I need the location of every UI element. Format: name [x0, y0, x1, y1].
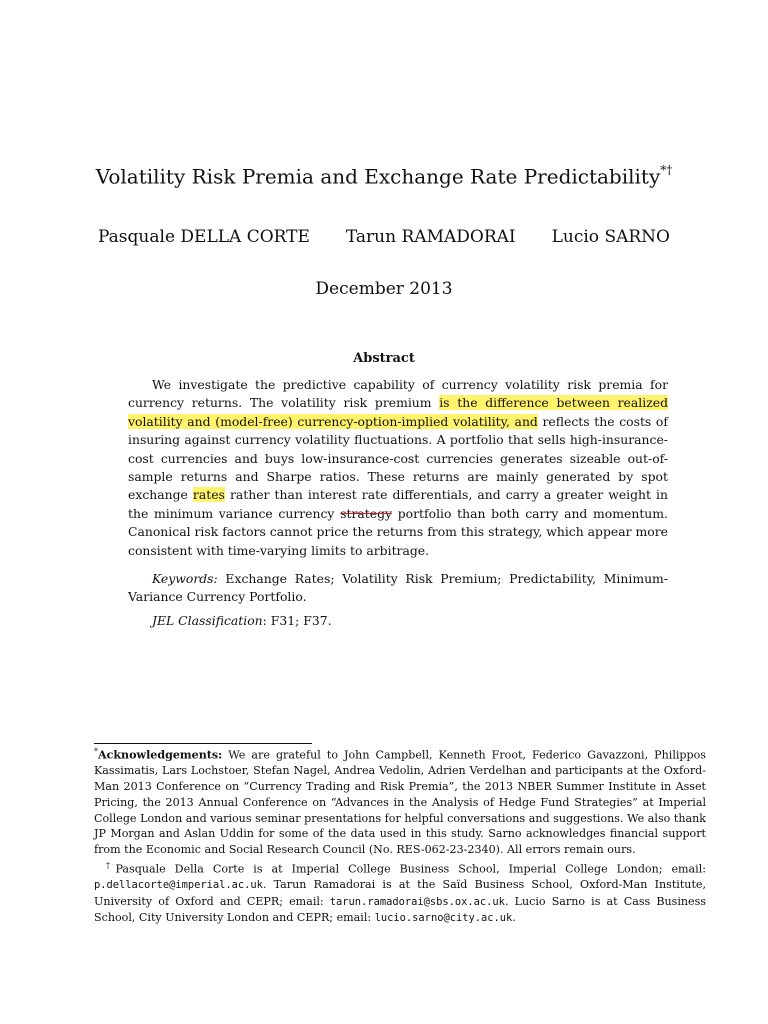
- footnote-acknowledgements: [94, 744, 706, 858]
- abstract-body: [128, 376, 668, 560]
- footnote-affiliations: [94, 858, 706, 928]
- footnote-text: .: [512, 911, 516, 925]
- jel-classification: [152, 612, 672, 630]
- jel-label: JEL Classification: [152, 613, 263, 628]
- footnote-text: Pasquale Della Corte is at Imperial College Business School, Imperial College London; email:: [115, 862, 706, 876]
- abstract-text: rather than interest rate differentials, and carry a greater weight in the minimum variance currency: [128, 487, 668, 521]
- footnote-text: We are grateful to John Campbell, Kenneth Froot, Federico Gavazzoni, Philippos Kassimatis, Lars Lochstoer, Stefan Nagel, Andrea Vedolin, Adrien Verdelhan and participants at the Oxford-Man 2013 Conference on “Currency Trading and Risk Premia”, the 2013 NBER Summer Institute in Asset Pricing, the 2013 Annual Conference on “Advances in the Analysis of Hedge Fund Strategies” at Imperial College London and various seminar presentations for helpful conversations and suggestions. We also thank JP Morgan and Aslan Uddin for some of the data used in this study. Sarno acknowledges financial support from the Economic and Social Research Council (No. RES-062-23-2340). All errors remain ours.: [94, 748, 706, 856]
- abstract-text: reflects the costs of insuring against currency volatility fluctuations. A portfolio that sells high-insurance-cost currencies and buys low-insurance-cost currencies generates sizeable out-of-sample returns and Sharpe ratios. These returns are mainly generated by spot exchange: [128, 413, 668, 503]
- footnote-heading: Acknowledgements:: [98, 748, 223, 762]
- footnote-text: . Lucio Sarno is at Cass Business School, City University London and CEPR; email:: [94, 894, 706, 925]
- highlighted-text: is the difference between realized volatility and (model-free) currency-option-implied volatility, and: [128, 395, 669, 429]
- keywords-text: Exchange Rates; Volatility Risk Premium; Predictability, Minimum-Variance Currency Portfolio.: [128, 571, 668, 605]
- abstract-text: portfolio than both carry and momentum. Canonical risk factors cannot price the returns from this strategy, which appear more consistent with time-varying limits to arbitrage.: [128, 505, 668, 558]
- email-link[interactable]: tarun.ramadorai@sbs.ox.ac.uk: [329, 895, 505, 908]
- keywords-label: Keywords:: [152, 571, 218, 586]
- footnote-mark: †: [106, 860, 116, 870]
- paper-title: [0, 158, 768, 191]
- author-name: Lucio SARNO: [551, 227, 670, 247]
- title-footnote-marks: *†: [660, 163, 673, 177]
- footnote-text: . Tarun Ramadorai is at the Saïd Business School, Oxford-Man Institute, University of Oxford and CEPR; email:: [94, 878, 706, 908]
- struck-text: strategy: [340, 505, 393, 521]
- keywords: [128, 570, 668, 607]
- abstract-heading: Abstract: [353, 351, 415, 366]
- author-name: Pasquale DELLA CORTE: [98, 227, 310, 247]
- email-link[interactable]: lucio.sarno@city.ac.uk: [374, 912, 513, 925]
- jel-text: : F31; F37.: [262, 613, 332, 628]
- abstract-text: We investigate the predictive capability of currency volatility risk premia for currency returns. The volatility risk premium: [128, 377, 668, 411]
- footnotes: [94, 744, 706, 927]
- email-link[interactable]: p.dellacorte@imperial.ac.uk: [94, 879, 263, 891]
- publication-date: December 2013: [315, 279, 453, 299]
- footnote-mark: *: [94, 747, 98, 756]
- title-text: Volatility Risk Premia and Exchange Rate Predictability: [95, 164, 661, 189]
- author-list: [0, 226, 768, 248]
- highlighted-text: rates: [192, 487, 225, 503]
- author-name: Tarun RAMADORAI: [345, 227, 516, 247]
